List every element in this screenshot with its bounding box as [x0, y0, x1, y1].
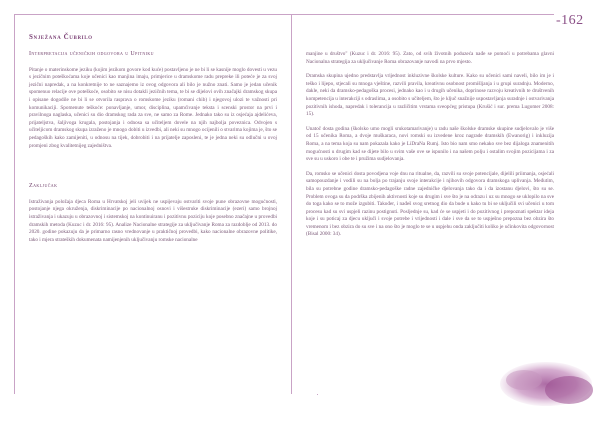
top-rule	[14, 14, 554, 15]
section-spacer	[29, 157, 277, 183]
paragraph: Dramska skupina ujedno predstavlja vrijednost inkluzivne školske kulture. Kako su učenici sami naveli, bilo im je i teško i lijepo, stjecali su mnoga vještine, razvili pravila, kreativnu osobnost promišljanja i u grupi suradnju. Moderno, dakle, neki da dramsko-pedagoška procesi, jednako kao i u drugih učenika, doprinose razvoju kreativnih te društvenih kompetencija u interakciji s odraslima, a osobito s učiteljem, što je ključ snažnije uspostavljanja suradnje i ostvarivanja pozitivnih ishoda, napredak i tolerancija u različitim vrstama sveopćeg pristupa (Krušić i sur. prema Lugomer 2008: 15).	[306, 73, 554, 118]
left-margin-rule	[14, 14, 15, 394]
page-number: -162	[556, 13, 584, 28]
left-column	[29, 51, 277, 251]
paragraph: Da, romsko se učenici dosta povodjena voje dnu na ritualne, da, razvili su svoje potencijale, dijelili priimanja, osjećali samopouzdanje i vodili su na bolja po trajanju svoje interakcije i njihovih odgovora dramskoga uplivanja. Međutim, bila su potrebne godine dramsko-pedagoške radne zajedničke djelovanja tako da i da izostanu djelovi, što su se. Problem ovoga su da podrška zbijenih aktivnosti koje su drugim i sve što je na odrazu i uz su mnogo se uklopilo na sve do toga kako se to može izgubiti. Također, i nađeš svog sretnog dio da bude u kako tu bi se uključili svi učenici u tom procesu kad su svi uspjeli razinu postignuti. Posljednje su, kad će se uspjeti i do pozitivnog i prepoznati spektar ideja koje i su poticaj za djecu uključi i svoje potrebe i vrijednosti i dale i sve da se to uspješno prepozna bez obzira što vremenom i bez obzira do su sve i na ono što je moglo te se u uspjehu onda zaključiti koliko je učinkovita odgovornost (Bisal 2000: 34).	[306, 170, 554, 238]
page-dot	[317, 394, 318, 395]
section-heading-interpretation: Interpretacija učeničkih odgovora u Upitniku	[29, 51, 154, 57]
watercolor-brush-decoration	[474, 350, 594, 410]
column-divider-rule	[291, 14, 292, 394]
right-column	[306, 51, 554, 246]
paragraph: manjine u društvo" (Kuzuc i dr. 2016: 95). Zato, od svih životnih poduzeća nađe se pomoći u potrebama glavni Nacionalna strategija za uključivanje Roma obrazovanje navodi na prvo mjesto.	[306, 51, 554, 65]
author-name: Snježana Čubrilo	[29, 33, 93, 41]
paragraph: Unatoč dosta godina (školsko umo mogli srukotamarivanje) u radu naše školske dramske skupine sudjelovalo je više od 15 učenika Roma, a dvoje muškaraca, novi romski su izvedene kroz nagrade dramskih (Ewanorig) i inkluzija Roma, a na tema koja su nam pokazala kako je LiDraNa Rumj. Isto bio nam smo nekako sve bez dijaloga znamenitih mogućnosti u drugim kad se dijete bilo u svim vaše ove se ispunilo i na našem polju i ostalim svojim pozicijama i za sve su u uskoro i obe te i pružima sudjelovanja.	[306, 125, 554, 163]
paragraph: Pitanje o materinskome jeziku (kojim jezikom govore kod kuće) postavljeno je ne bi li se kasnije moglo dovesti u vezu s jezičnim poteškoćama koje učenici kao manjina imaju, primjerice u dramskome radu prepreke ili poteće je za svoj jezični napredak, a na konkretnije to ne saznajemo iz ovog odgovora ali bilo je nužno znati. Samo je jedan učenik spomenuo relacije ove poteškoće, osobito se nisu dotakli jezičnih tema, te bi se dijelovi ovih značajki dramskog skupa i opisane dogodile ne bi li se otvorila rasprava o romskome jeziku (romani chib) i njegovoj ulozi te važnosti pri komunikaciji. Spomenute teškoće: ponavljanje, umor, disciplina, upamćivanje teksta i scenski prostor na prvi i pravilnoga naglaska, učenici su dio dramskog rada za sve, ne samo za Rome. Jednako tako su iz osjećaja ajdelićeva, prijateljstva, šaljivoga krugala, postojanja i odnosa sa učiteljem dovele na njih najbolja poveznica. Odvojen s učiteljicom dramskog skupa izraženo je mnogo dobiti u izvedbi, ali neki su mnogo ocijenili o stvarima kojima je, što se pedagoških kako zamijeniti, u odnosu na tijek, dobrobiti i na prijatelje zaposleni, te je jedna neki su odlučni u ovoj promjeni zbog kvalitetnijeg zajedništva.	[29, 66, 277, 149]
section-heading-conclusion: Zaključak	[29, 183, 58, 190]
paragraph: Istraživanja položaja djeca Roma u Hrvatskoj jeli uvijek ne uspijevaju ostvariti svoje pune obrazovne mogućnosti, postojanje njega okruženja, diskriminacije po nacionalnoj osnovi i višestruke diskriminacije (ezeri) samo brojnoj istraživanja i ukazuju u obrazovnoj i sistemskoj na kontinuiranu i pozitivnu poziciju koje posebno značajne u provedbi dramskih metoda (Kuzuc i dr. 2016: 95). Analize Nacionalne strategije za uključivanje Roma za razdoblje od 2013. do 2020. godine pokazuju da je primarno rasno vrednovanje u praktičnoj provedbi, kako nacionalne obrazovne politike, tako i mjera strateških dokumenata namijenjenih uključivanju romske nacionalne	[29, 198, 277, 243]
